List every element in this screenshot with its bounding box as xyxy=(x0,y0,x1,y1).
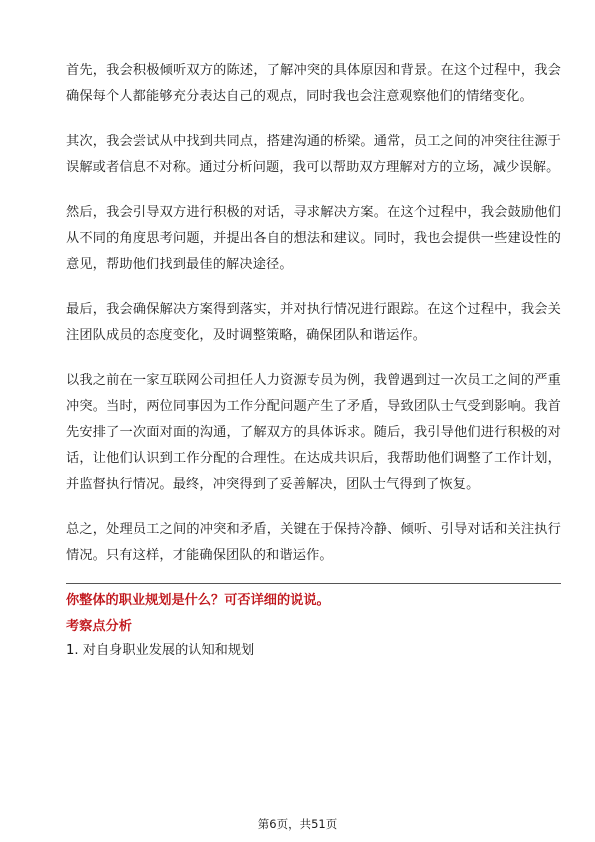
page-footer: 第6页，共51页 xyxy=(257,817,338,831)
body-paragraph: 以我之前在一家互联网公司担任人力资源专员为例，我曾遇到过一次员工之间的严重冲突。当时，两位同事因为工作分配问题产生了矛盾，导致团队士气受到影响。我首先安排了一次面对面的沟通，了解双方的具体诉求。随后，我引导他们进行积极的对话，让他们认识到工作分配的合理性。在达成共识后，我帮助他们调整了工作计划，并监督执行情况。最终，冲突得到了妥善解决，团队士气得到了恢复。 xyxy=(66,373,561,492)
body-paragraph: 总之，处理员工之间的冲突和矛盾，关键在于保持冷静、倾听、引导对话和关注执行情况。只有这样，才能确保团队的和谐运作。 xyxy=(66,522,561,563)
section-divider xyxy=(66,583,561,584)
section-heading: 考察点分析 xyxy=(66,619,132,634)
body-paragraph: 最后，我会确保解决方案得到落实，并对执行情况进行跟踪。在这个过程中，我会关注团队成员的态度变化，及时调整策略，确保团队和谐运作。 xyxy=(66,302,561,343)
list-item: 1. 对自身职业发展的认知和规划 xyxy=(66,643,255,658)
body-paragraph: 然后，我会引导双方进行积极的对话，寻求解决方案。在这个过程中，我会鼓励他们从不同的角度思考问题，并提出各自的想法和建议。同时，我也会提供一些建设性的意见，帮助他们找到最佳的解决途径。 xyxy=(66,205,561,272)
body-paragraph: 首先，我会积极倾听双方的陈述，了解冲突的具体原因和背景。在这个过程中，我会确保每个人都能够充分表达自己的观点，同时我也会注意观察他们的情绪变化。 xyxy=(66,63,561,104)
interview-question: 你整体的职业规划是什么？可否详细的说说。 xyxy=(66,593,330,608)
body-paragraph: 其次，我会尝试从中找到共同点，搭建沟通的桥梁。通常，员工之间的冲突往往源于误解或者信息不对称。通过分析问题，我可以帮助双方理解对方的立场，减少误解。 xyxy=(66,134,561,175)
page-content xyxy=(66,58,561,662)
